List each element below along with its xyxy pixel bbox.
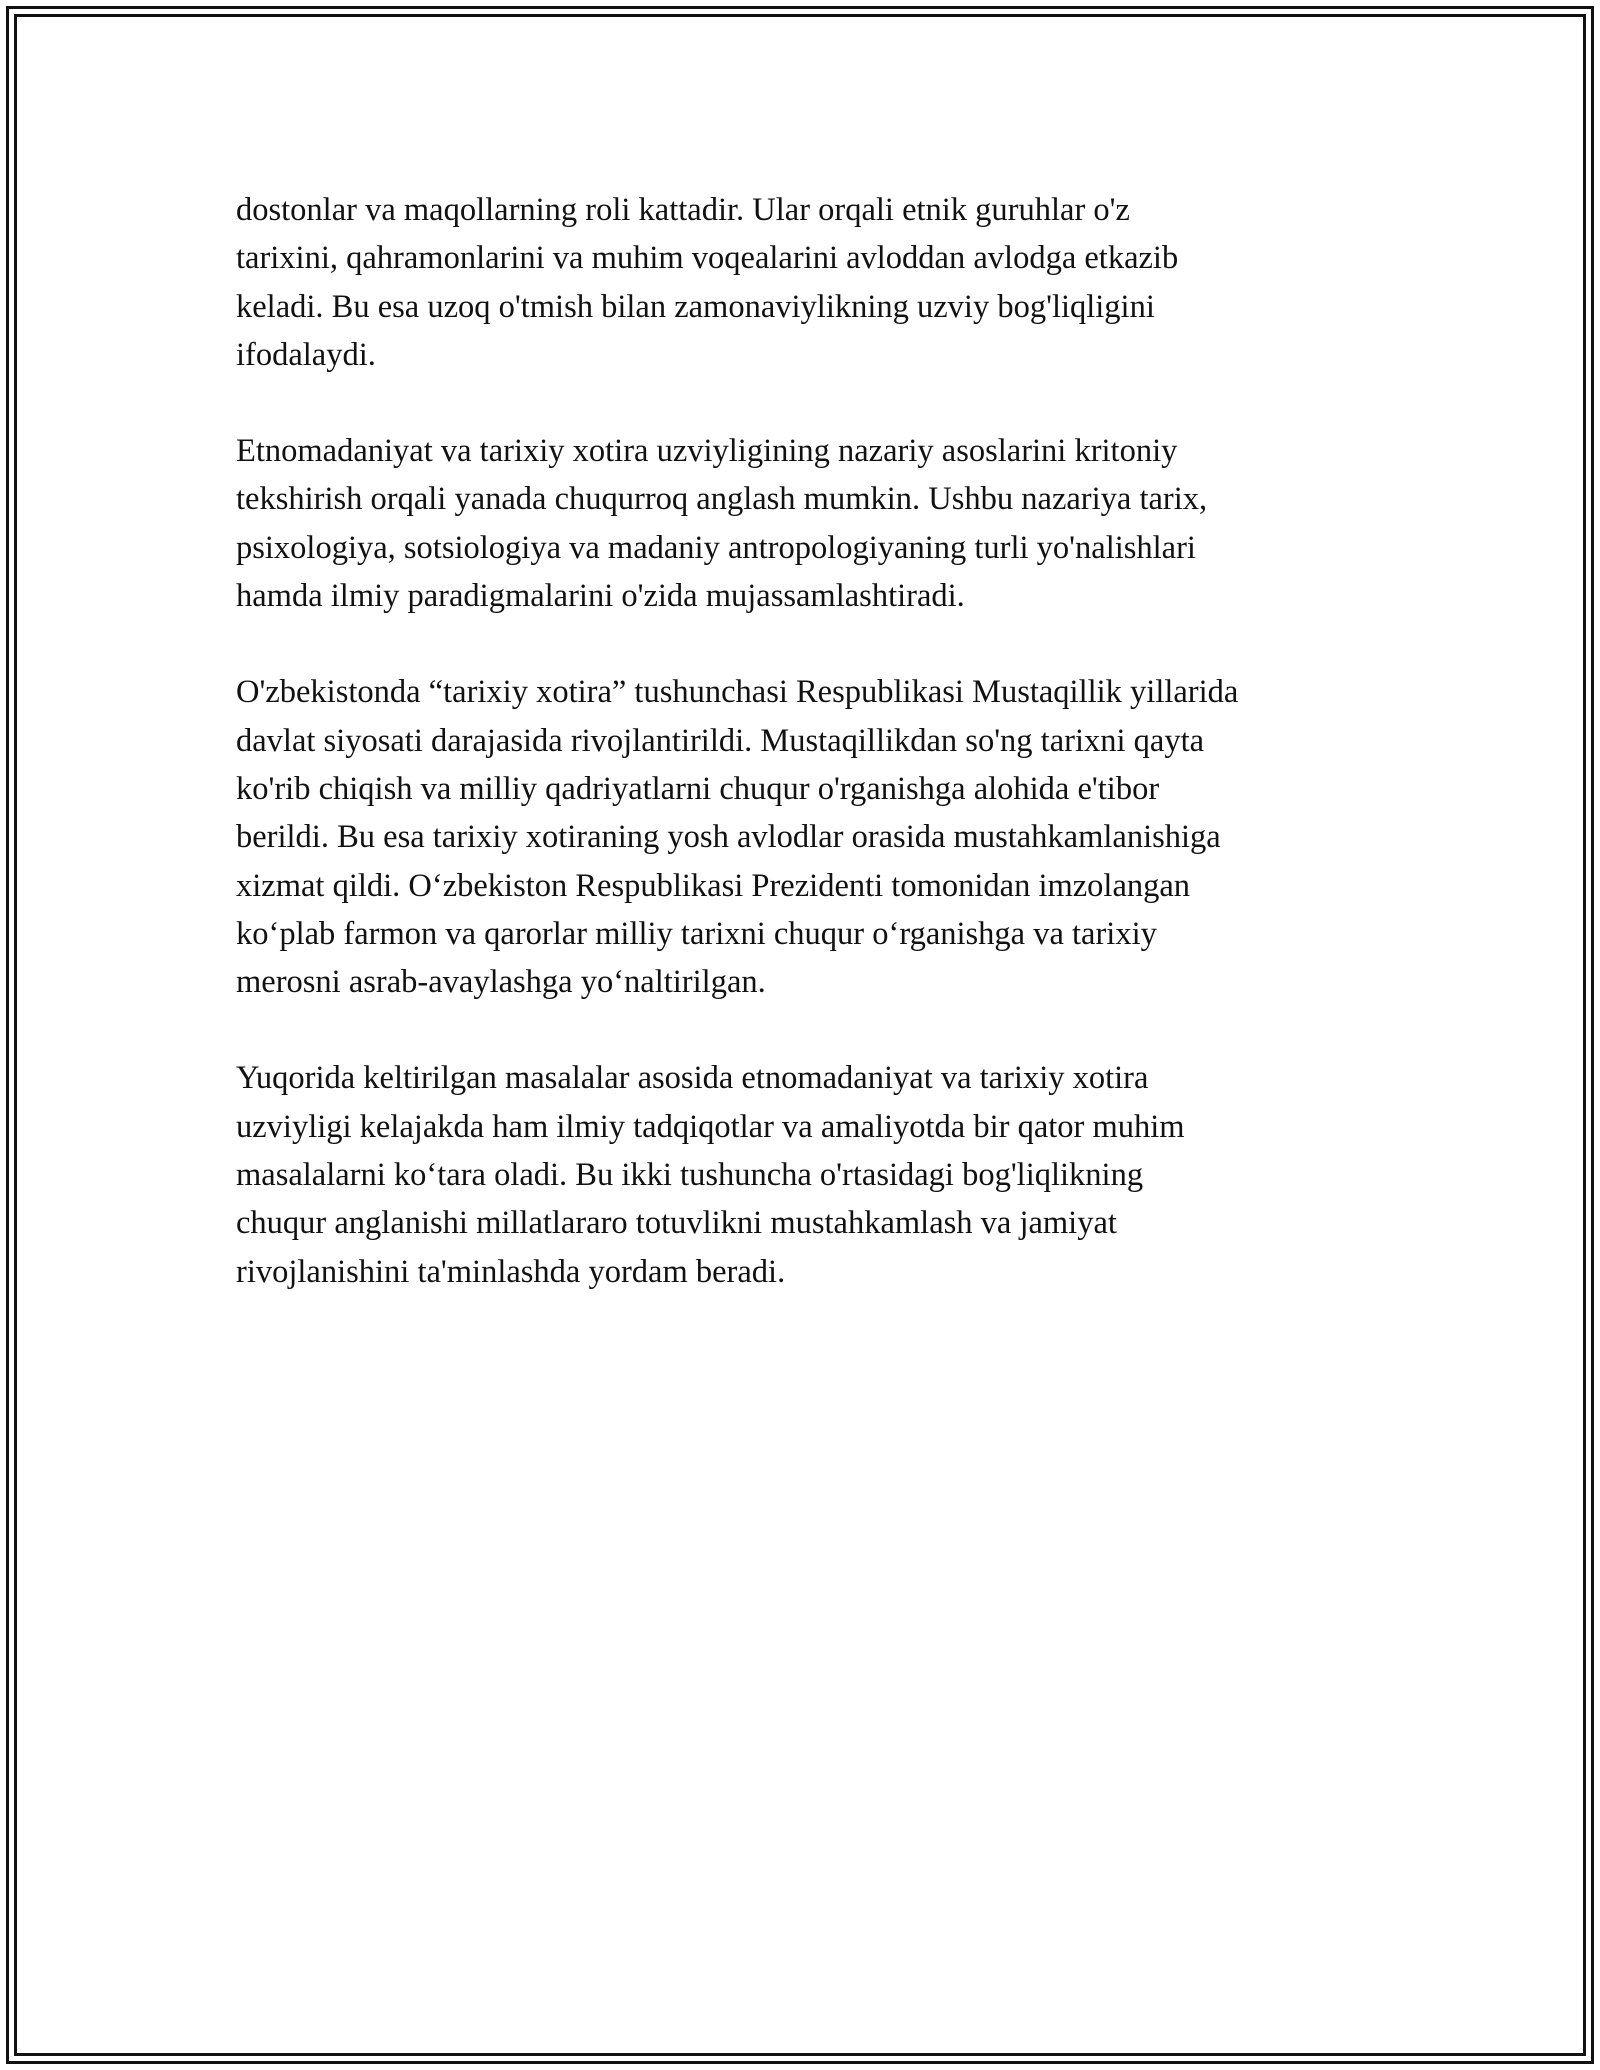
paragraph-1: dostonlar va maqollarning roli kattadir. Ular orqali etnik guruhlar o'z tarixini, qahramonlarini va muhim voqealarini avloddan avlodga etkazib keladi. Bu esa uzoq o'tmish bilan zamonaviylikning uzviy bog'liqligini ifodalaydi. <box>236 192 1179 373</box>
document-body <box>236 186 1396 1344</box>
paragraph-2: Etnomadaniyat va tarixiy xotira uzviyligining nazariy asoslarini kritoniy tekshirish orqali yanada chuqurroq anglash mumkin. Ushbu nazariya tarix, psixologiya, sotsiologiya va madaniy antropologiyaning turli yo'nalishlari hamda ilmiy paradigmalarini o'zida mujassamlashtiradi. <box>236 433 1208 615</box>
paragraph-3: O'zbekistonda “tarixiy xotira” tushunchasi Respublikasi Mustaqillik yillarida davlat siyosati darajasida rivojlantirildi. Mustaqillikdan so'ng tarixni qayta ko'rib chiqish va milliy qadriyatlarni chuqur o'rganishga alohida e'tibor berildi. Bu esa tarixiy xotiraning yosh avlodlar orasida mustahkamlanishiga xizmat qildi. O‘zbekiston Respublikasi Prezidenti tomonidan imzolangan ko‘plab farmon va qarorlar milliy tarixni chuqur o‘rganishga va tarixiy merosni asrab-avaylashga yo‘naltirilgan. <box>236 674 1239 1001</box>
paragraph-4: Yuqorida keltirilgan masalalar asosida etnomadaniyat va tarixiy xotira uzviyligi kelajakda ham ilmiy tadqiqotlar va amaliyotda bir qator muhim masalalarni ko‘tara oladi. Bu ikki tushuncha o'rtasidagi bog'liqlikning chuqur anglanishi millatlararo totuvlikni mustahkamlash va jamiyat rivojlanishini ta'minlashda yordam beradi. <box>236 1060 1185 1290</box>
